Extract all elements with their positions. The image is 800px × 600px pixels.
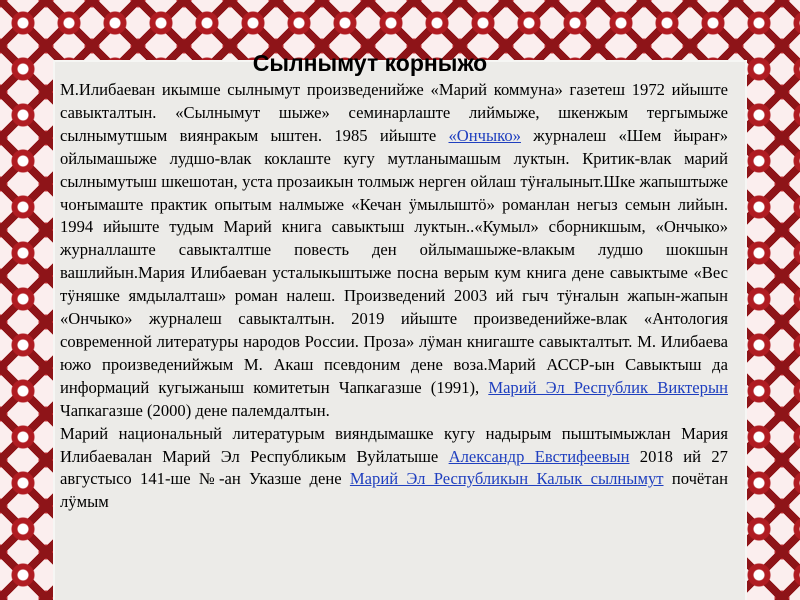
paragraph-2 — [60, 423, 728, 515]
text-run: Марий национальный литературым вияндымашке кугу надырым пыштымыжлан Мария Илибаевалан Марий Эл Республикым Вуйлатыше — [60, 423, 728, 466]
article-body — [60, 79, 728, 514]
page-title: Сылнымут корныжо — [252, 50, 488, 76]
link-alexander-evstifeev[interactable]: Александр Евстифеевын — [448, 446, 630, 466]
text-run: журналеш «Шем йыраҥ» ойлымашыже лудшо-влак коклаште кугу мутланымашым луктын. Критик-влак марий сылнымутыш шкешотан, уста прозаикын толмыж нерген ойлаш тӱҥалыныт.Шке жапыштыже чоҥымаште практик опытым налмыже «Кечан ӱмылыштӧ» романлан негыз семын лийын. 1994 ийыште тудым Марий книга савыктыш луктын..«Кумыл» сборникшым, «Ончыко» журналлаште савыкталтше повесть ден ойлымашыже-влакым лудшо шокшын вашлийын.Мария Илибаеван усталыкыштыже посна верым кум книга дене савыктыме «Вес тӱняшке ямдылалташ» роман налеш. Произведений 2003 ий гыч тӱҥалын жапын-жапын «Ончыко» журналеш савыкталтын. 2019 ийыште произведенийже-влак «Антология современной литературы народов России. Проза» лӱман книгаште савыкталтыт. М. Илибаева южо произведенийжым М. Акаш псевдоним дене воза.Марий АССР-ын Савыктыш да информаций кугыжаныш комитетын Чапкагазше (1991), — [60, 125, 728, 397]
text-run: Чапкагазше (2000) дене палемдалтын. — [60, 400, 330, 420]
link-mari-el-government[interactable]: Марий Эл Республик Виктерын — [488, 377, 728, 397]
text-run: почётан лӱмым — [60, 469, 728, 512]
link-mari-el-folk-literature[interactable]: Марий Эл Республикын Калык сылнымут — [349, 469, 664, 489]
text-run: М.Илибаеван икымше сылнымут произведенийже «Марий коммуна» газетеш 1972 ийыште савыкталтын. «Сылнымут шыже» семинарлаште лиймыже, шкенжым тергымыже сылнымутшым виянракым ыштен. 1985 ийыште — [60, 80, 728, 145]
text-run: 2018 ий 27 августысо 141-ше №-ан Указше дене — [60, 446, 728, 489]
link-onchyko-journal[interactable]: «Ончыко» — [448, 125, 521, 145]
paragraph-1 — [60, 79, 728, 423]
